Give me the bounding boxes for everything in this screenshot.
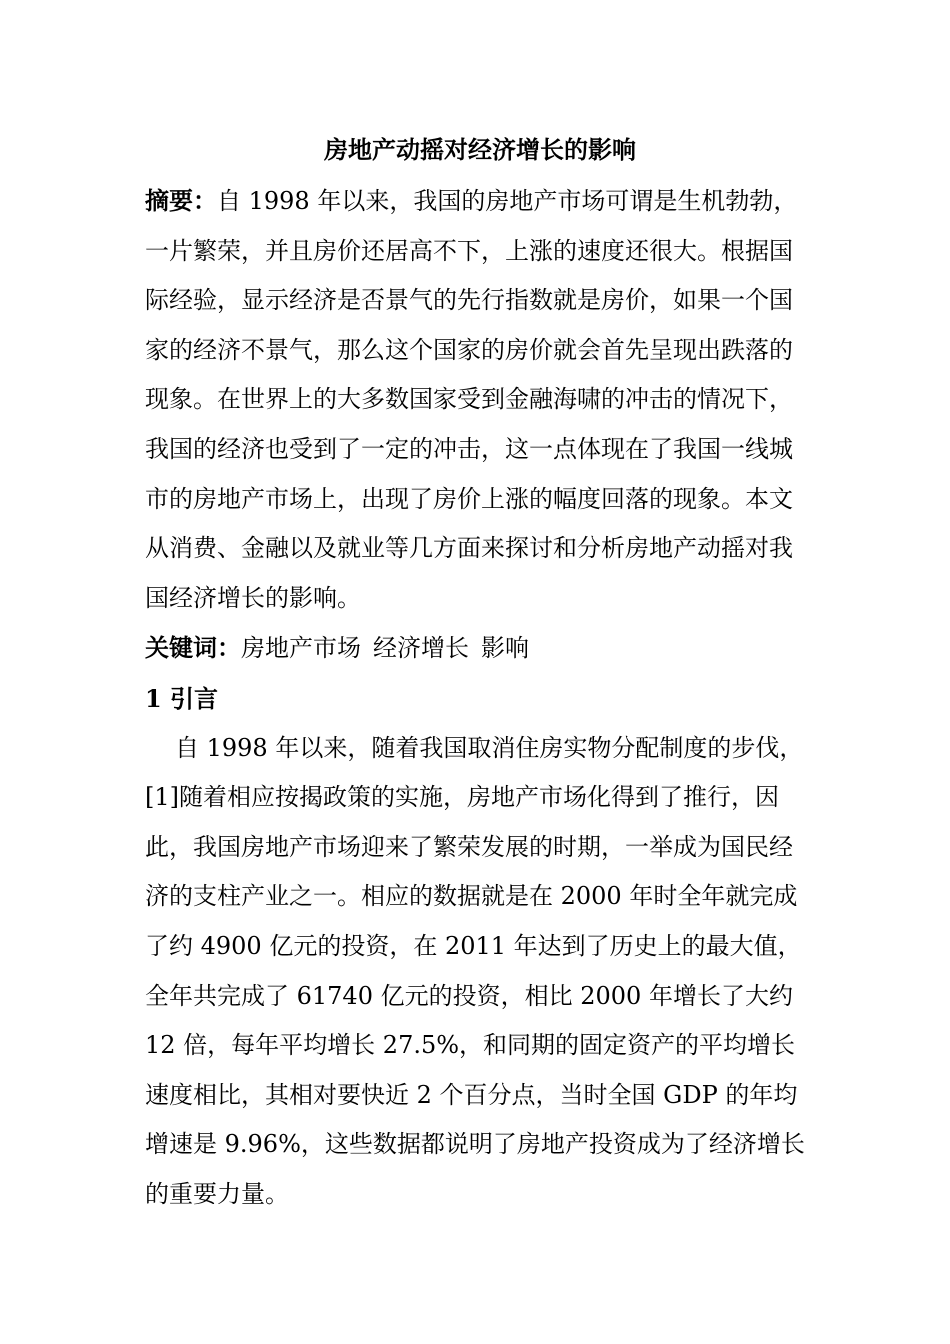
- section-body-paragraph: 自 1998 年以来，随着我国取消住房实物分配制度的步伐，[1]随着相应按揭政策的实施，房地产市场化得到了推行，因此，我国房地产市场迎来了繁荣发展的时期，一举成为国民经济的支柱产业之一。相应的数据就是在 2000 年时全年就完成了约 4900 亿元的投资，在 2011 年达到了历史上的最大值，全年共完成了 61740 亿元的投资，相比 2000 年增长了大约 12 倍，每年平均增长 27.5%，和同期的固定资产的平均增长速度相比，其相对要快近 2 个百分点，当时全国 GDP 的年均增速是 9.96%，这些数据都说明了房地产投资成为了经济增长的重要力量。: [145, 733, 805, 1208]
- keywords-label: 关键词：: [145, 633, 241, 663]
- abstract-text: 自 1998 年以来，我国的房地产市场可谓是生机勃勃，一片繁荣，并且房价还居高不下，上涨的速度还很大。根据国际经验，显示经济是否景气的先行指数就是房价，如果一个国家的经济不景气，那么这个国家的房价就会首先呈现出跌落的现象。在世界上的大多数国家受到金融海啸的冲击的情况下，我国的经济也受到了一定的冲击，这一点体现在了我国一线城市的房地产市场上，出现了房价上涨的幅度回落的现象。本文从消费、金融以及就业等几方面来探讨和分析房地产动摇对我国经济增长的影响。: [145, 187, 798, 612]
- document-content: [145, 128, 815, 1219]
- keyword-item: 房地产市场: [241, 634, 361, 663]
- keyword-item: 经济增长: [373, 634, 469, 663]
- keyword-item: 影响: [481, 634, 529, 663]
- abstract-paragraph: [145, 176, 815, 623]
- abstract-label: 摘要：: [145, 186, 217, 215]
- document-title: 房地产动摇对经济增长的影响: [324, 135, 636, 164]
- section-heading: 1 引言: [145, 683, 219, 713]
- keywords-paragraph: [145, 623, 815, 674]
